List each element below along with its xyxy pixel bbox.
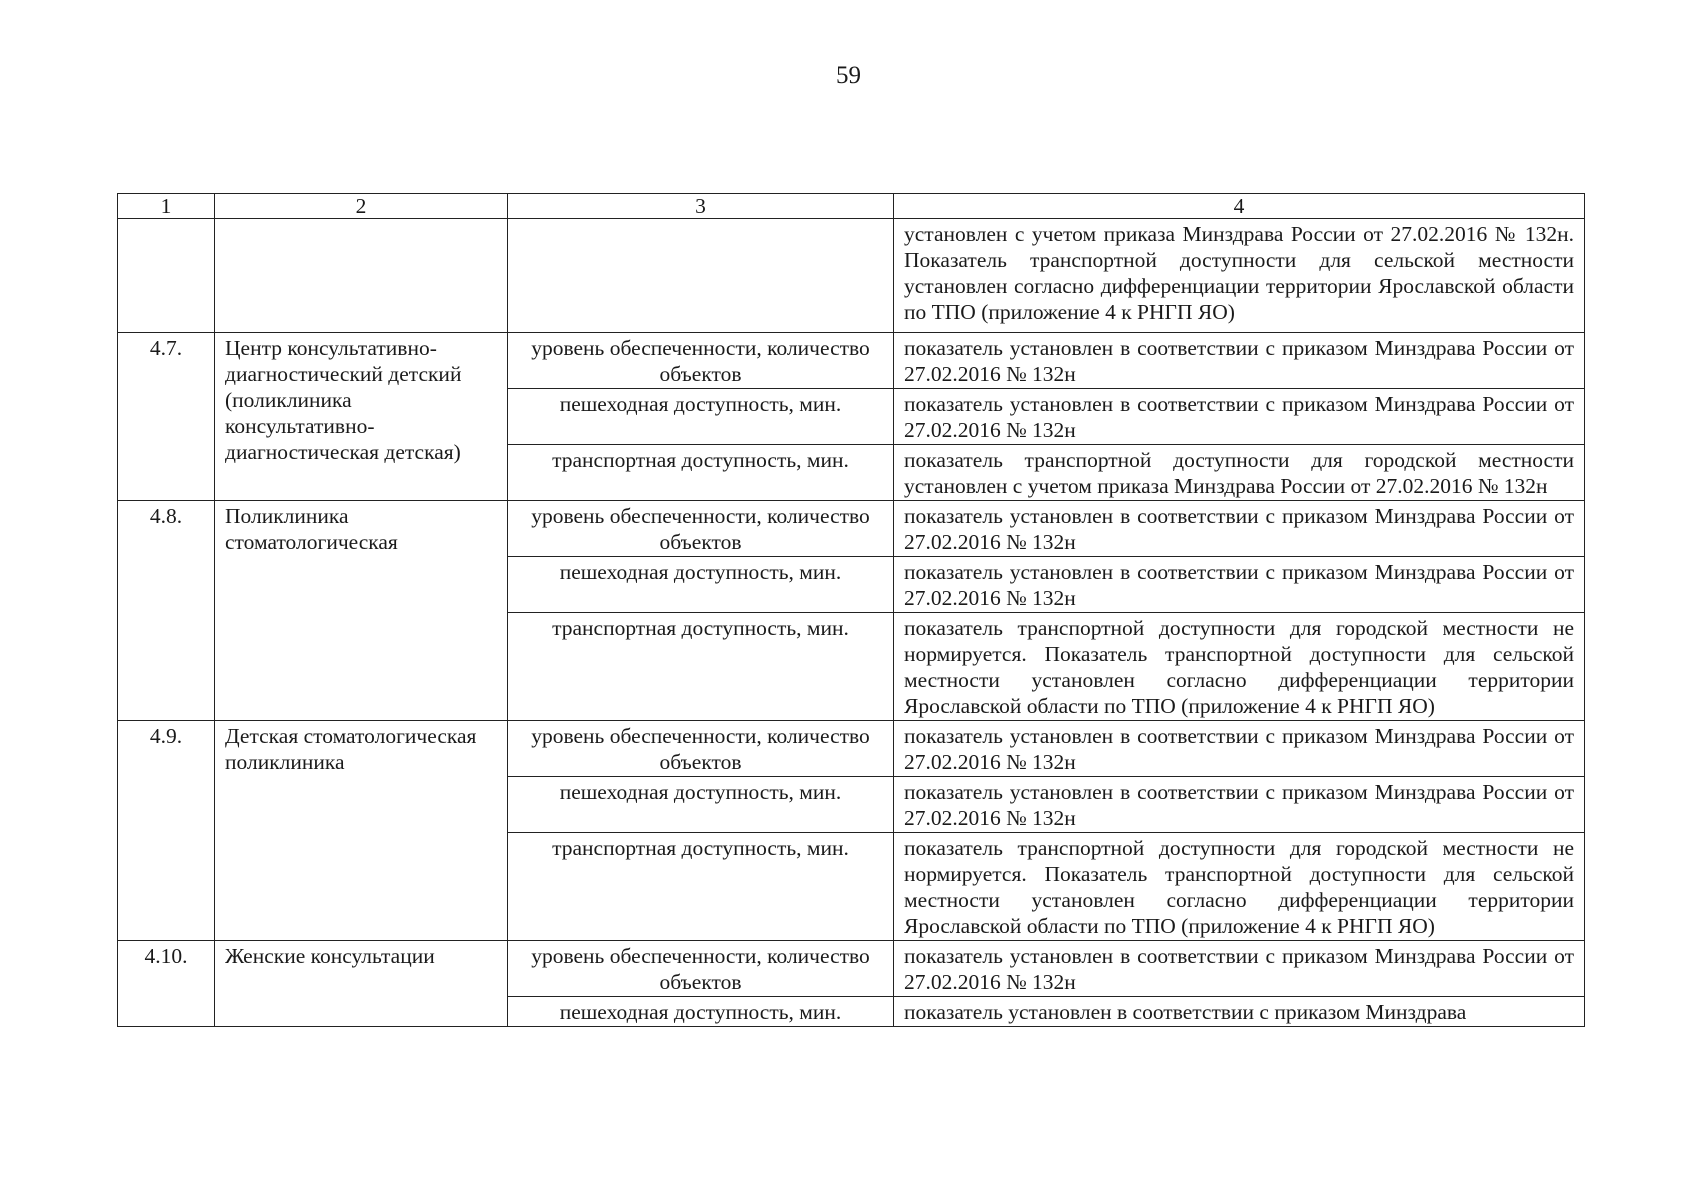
indicator-name: транспортная доступность, мин.: [508, 833, 894, 941]
indicator-note: показатель транспортной доступности для городской местности не нормируется. Показатель транспортной доступности для сельской местности установлен согласно дифференциации территории Ярославской области по ТПО (приложение 4 к РНГП ЯО): [894, 613, 1585, 721]
empty-cell: [215, 219, 508, 333]
indicator-note: показатель установлен в соответствии с приказом Минздрава: [894, 997, 1585, 1027]
item-number: 4.10.: [118, 941, 215, 1027]
table-row: [118, 941, 1585, 997]
indicator-name: уровень обеспеченности, количество объектов: [508, 721, 894, 777]
indicator-note: показатель установлен в соответствии с приказом Минздрава России от 27.02.2016 № 132н: [894, 941, 1585, 997]
indicator-name: транспортная доступность, мин.: [508, 445, 894, 501]
table-row: [118, 333, 1585, 389]
header-cell: 4: [894, 194, 1585, 219]
indicator-note: показатель транспортной доступности для городской местности установлен с учетом приказа Минздрава России от 27.02.2016 № 132н: [894, 445, 1585, 501]
table-row: [118, 721, 1585, 777]
indicator-note: показатель установлен в соответствии с приказом Минздрава России от 27.02.2016 № 132н: [894, 333, 1585, 389]
indicator-note: показатель установлен в соответствии с приказом Минздрава России от 27.02.2016 № 132н: [894, 721, 1585, 777]
facility-name: Женские консультации: [215, 941, 508, 1027]
facility-name: Поликлиника стоматологическая: [215, 501, 508, 721]
indicator-name: уровень обеспеченности, количество объектов: [508, 333, 894, 389]
standards-table: [117, 193, 1585, 1027]
indicator-note: показатель установлен в соответствии с приказом Минздрава России от 27.02.2016 № 132н: [894, 557, 1585, 613]
indicator-name: транспортная доступность, мин.: [508, 613, 894, 721]
item-number: 4.9.: [118, 721, 215, 941]
facility-name: Детская стоматологическая поликлиника: [215, 721, 508, 941]
page-number: 59: [836, 62, 861, 89]
indicator-note: показатель установлен в соответствии с приказом Минздрава России от 27.02.2016 № 132н: [894, 777, 1585, 833]
indicator-name: пешеходная доступность, мин.: [508, 777, 894, 833]
indicator-note: показатель установлен в соответствии с приказом Минздрава России от 27.02.2016 № 132н: [894, 389, 1585, 445]
empty-cell: [508, 219, 894, 333]
indicator-note: показатель установлен в соответствии с приказом Минздрава России от 27.02.2016 № 132н: [894, 501, 1585, 557]
indicator-name: пешеходная доступность, мин.: [508, 997, 894, 1027]
table-row: [118, 501, 1585, 557]
indicator-name: уровень обеспеченности, количество объектов: [508, 501, 894, 557]
indicator-name: пешеходная доступность, мин.: [508, 557, 894, 613]
continuation-note: установлен с учетом приказа Минздрава России от 27.02.2016 № 132н. Показатель транспортной доступности для сельской местности установлен согласно дифференциации территории Ярославской области по ТПО (приложение 4 к РНГП ЯО): [894, 219, 1585, 333]
continuation-row: [118, 219, 1585, 333]
column-number-header: [118, 194, 1585, 219]
indicator-name: уровень обеспеченности, количество объектов: [508, 941, 894, 997]
indicator-note: показатель транспортной доступности для городской местности не нормируется. Показатель транспортной доступности для сельской местности установлен согласно дифференциации территории Ярославской области по ТПО (приложение 4 к РНГП ЯО): [894, 833, 1585, 941]
facility-name: Центр консультативно-диагностический детский (поликлиника консультативно-диагностическая детская): [215, 333, 508, 501]
header-cell: 2: [215, 194, 508, 219]
header-cell: 3: [508, 194, 894, 219]
indicator-name: пешеходная доступность, мин.: [508, 389, 894, 445]
item-number: 4.8.: [118, 501, 215, 721]
empty-cell: [118, 219, 215, 333]
item-number: 4.7.: [118, 333, 215, 501]
header-cell: 1: [118, 194, 215, 219]
